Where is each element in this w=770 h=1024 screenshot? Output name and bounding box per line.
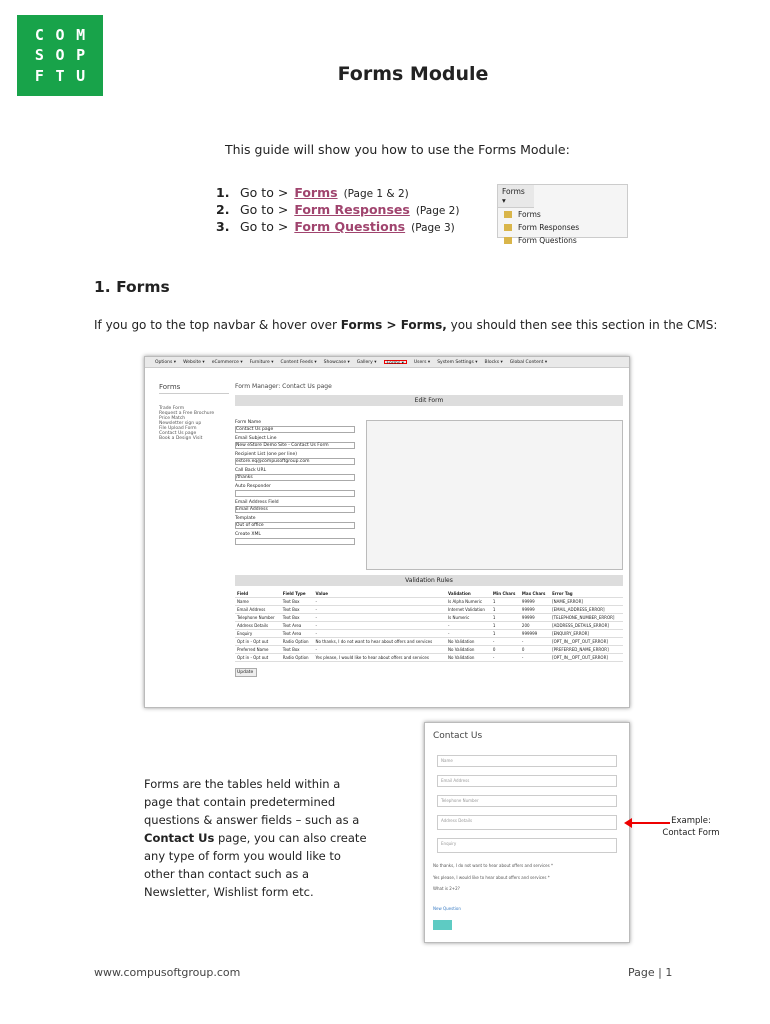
contact-field: Address Details: [437, 815, 617, 830]
table-cell: Enquiry: [235, 630, 281, 638]
para-text: If you go to the top navbar & hover over: [94, 318, 341, 332]
table-header: Field Type: [281, 590, 314, 598]
cms-field-label: Form Name: [235, 420, 262, 425]
manager-title: Form Manager: Contact Us page: [235, 383, 332, 390]
cms-field-label: Create XML: [235, 532, 261, 537]
table-cell: No Validation: [446, 654, 491, 662]
contact-field: Enquiry: [437, 838, 617, 853]
table-cell: Internet Validation: [446, 606, 491, 614]
cms-field-value: /thanks: [235, 474, 355, 481]
table-header: Error Tag: [550, 590, 623, 598]
cms-nav-item: Showcase ▾: [323, 360, 350, 365]
step-prefix: Go to >: [240, 185, 289, 200]
dropdown-item: Form Responses: [498, 221, 627, 234]
description-text: [144, 775, 369, 901]
cms-sidebar: [159, 383, 229, 441]
step-page: (Page 2): [415, 205, 460, 217]
sidebar-item: Book a Design Visit: [159, 436, 203, 441]
table-cell: -: [314, 646, 447, 654]
table-cell: 200: [520, 622, 550, 630]
table-row: [235, 654, 623, 662]
validation-rules-bar: Validation Rules: [235, 575, 623, 586]
cms-field-value: [235, 538, 355, 545]
step-item: [216, 219, 459, 236]
contact-field: Name: [437, 755, 617, 767]
step-prefix: Go to >: [240, 202, 289, 217]
table-cell: No thanks, I do not want to hear about offers and services: [314, 638, 447, 646]
table-cell: No Validation: [446, 638, 491, 646]
contact-field: Telephone Number: [437, 795, 617, 807]
table-cell: -: [446, 630, 491, 638]
table-row: [235, 638, 623, 646]
cms-screenshot: [144, 356, 630, 708]
sidebar-item: Request a Free Brochure: [159, 411, 215, 416]
logo-letter: U: [76, 66, 86, 85]
dropdown-item: Forms: [498, 208, 627, 221]
contact-option: Yes please, I would like to hear about offers and services *: [433, 875, 550, 880]
step-page: (Page 3): [411, 222, 455, 234]
table-cell: -: [446, 622, 491, 630]
table-cell: Email Address: [235, 606, 281, 614]
cms-nav-item: eCommerce ▾: [211, 360, 243, 365]
table-cell: Radio Option: [281, 638, 314, 646]
table-cell: [EMAIL_ADDRESS_ERROR]: [550, 606, 623, 614]
table-cell: Text Box: [281, 598, 314, 606]
validation-table: [235, 590, 623, 662]
step-page: (Page 1 & 2): [343, 188, 409, 200]
cms-field-value: Out of office: [235, 522, 355, 529]
cms-field-value: estore.eq@compusoftgroup.com: [235, 458, 355, 465]
table-cell: Name: [235, 598, 281, 606]
cms-nav-item: Forms ▾: [384, 360, 407, 364]
table-cell: -: [314, 630, 447, 638]
logo-letter: F: [34, 66, 44, 85]
contact-option: No thanks, I do not want to hear about offers and services *: [433, 863, 553, 868]
update-button: Update: [235, 668, 257, 677]
example-label: Example: Contact Form: [662, 816, 720, 838]
table-cell: 1: [491, 630, 520, 638]
logo-letter: O: [55, 26, 65, 45]
table-cell: Text Box: [281, 646, 314, 654]
contact-title: Contact Us: [433, 731, 483, 741]
logo-letter: C: [34, 26, 44, 45]
table-cell: 0: [491, 646, 520, 654]
cms-field-value: Contact Us page: [235, 426, 355, 433]
table-cell: No Validation: [446, 646, 491, 654]
cms-nav-item: System Settings ▾: [437, 360, 478, 365]
cms-nav-item: Website ▾: [183, 360, 205, 365]
page-number: Page | 1: [628, 966, 673, 979]
table-cell: [OPT_IN__OPT_OUT_ERROR]: [550, 638, 623, 646]
para-bold: Forms > Forms,: [340, 318, 447, 332]
table-cell: Yes please, I would like to hear about offers and services: [314, 654, 447, 662]
table-cell: -: [314, 622, 447, 630]
dropdown-top: Forms ▾: [498, 185, 534, 208]
table-cell: Is Numeric: [446, 614, 491, 622]
logo-letter: O: [55, 46, 65, 65]
logo-letter: M: [76, 26, 86, 45]
table-cell: -: [491, 654, 520, 662]
desc-text: page, you can also create any type of form you would like to other than contact such as a Newsletter, Wishlist form etc.: [144, 831, 367, 899]
cms-field-value: [235, 490, 355, 497]
cms-nav-item: Gallery ▾: [356, 360, 377, 365]
table-cell: -: [314, 614, 447, 622]
cms-nav-item: Content Feeds ▾: [280, 360, 317, 365]
table-cell: 1: [491, 598, 520, 606]
table-cell: -: [520, 654, 550, 662]
table-cell: 99999: [520, 606, 550, 614]
steps-list: [216, 185, 459, 236]
table-row: [235, 630, 623, 638]
cms-nav-item: Furniture ▾: [249, 360, 274, 365]
table-cell: 1: [491, 614, 520, 622]
dropdown-item: Form Questions: [498, 234, 627, 247]
table-cell: Telephone Number: [235, 614, 281, 622]
forms-dropdown-screenshot: [497, 184, 628, 245]
footer-url: www.compusoftgroup.com: [94, 966, 241, 979]
table-cell: -: [491, 638, 520, 646]
cms-field-label: Template: [235, 516, 256, 521]
edit-form-bar: Edit Form: [235, 395, 623, 406]
table-cell: [NAME_ERROR]: [550, 598, 623, 606]
table-cell: [PREFERRED_NAME_ERROR]: [550, 646, 623, 654]
table-cell: Text Area: [281, 630, 314, 638]
table-cell: 999999: [520, 630, 550, 638]
section-paragraph: [94, 318, 717, 332]
table-cell: [ENQUIRY_ERROR]: [550, 630, 623, 638]
contact-form-screenshot: [424, 722, 630, 943]
rich-text-editor: [366, 420, 623, 570]
step-item: [216, 202, 459, 219]
intro-text: This guide will show you how to use the Forms Module:: [225, 142, 570, 157]
contact-question: What is 2+2?: [433, 886, 460, 891]
table-cell: Radio Option: [281, 654, 314, 662]
cms-nav-item: Options ▾: [155, 360, 177, 365]
table-header: Field: [235, 590, 281, 598]
table-cell: [TELEPHONE_NUMBER_ERROR]: [550, 614, 623, 622]
table-cell: -: [520, 638, 550, 646]
logo-letter: P: [76, 46, 86, 65]
sidebar-title: Forms: [159, 383, 229, 394]
table-row: [235, 614, 623, 622]
cms-navbar: [145, 357, 629, 368]
sidebar-item: Newsletter sign up: [159, 421, 202, 426]
contact-link: New Question: [433, 906, 461, 911]
table-cell: Is Alpha Numeric: [446, 598, 491, 606]
sidebar-item: Price Match: [159, 416, 186, 421]
table-cell: [OPT_IN__OPT_OUT_ERROR]: [550, 654, 623, 662]
table-cell: -: [314, 606, 447, 614]
logo-letter: T: [55, 66, 65, 85]
table-header: Max Chars: [520, 590, 550, 598]
table-cell: Address Details: [235, 622, 281, 630]
table-cell: 0: [520, 646, 550, 654]
table-row: [235, 646, 623, 654]
cms-field-label: Call Back URL: [235, 468, 267, 473]
table-header: Value: [314, 590, 447, 598]
table-cell: 99999: [520, 614, 550, 622]
cms-nav-item: Blocks ▾: [484, 360, 503, 365]
step-link: Forms: [294, 185, 338, 200]
cms-nav-item: Global Content ▾: [509, 360, 548, 365]
table-cell: 99999: [520, 598, 550, 606]
send-button: [433, 920, 452, 930]
table-cell: Opt in - Opt out: [235, 638, 281, 646]
sidebar-item: Contact Us page: [159, 431, 197, 436]
table-cell: Text Box: [281, 614, 314, 622]
para-text: you should then see this section in the CMS:: [446, 318, 718, 332]
table-cell: 1: [491, 622, 520, 630]
table-cell: Preferred Name: [235, 646, 281, 654]
cms-field-label: Email Address Field: [235, 500, 279, 505]
table-row: [235, 598, 623, 606]
step-number: 2.: [216, 202, 230, 217]
sidebar-item: Trade Form: [159, 406, 185, 411]
cms-field-value: Email Address: [235, 506, 355, 513]
table-cell: Text Box: [281, 606, 314, 614]
section-heading: 1. Forms: [94, 278, 170, 296]
logo-letter: S: [34, 46, 44, 65]
table-header: Min Chars: [491, 590, 520, 598]
cms-field-label: Email Subject Line: [235, 436, 277, 441]
step-link: Form Questions: [294, 219, 406, 234]
page-title: Forms Module: [337, 63, 489, 85]
table-cell: Text Area: [281, 622, 314, 630]
step-prefix: Go to >: [240, 219, 289, 234]
cms-main: [235, 383, 623, 677]
cms-field-value: New eStore Demo Site - Contact Us Form: [235, 442, 355, 449]
step-number: 1.: [216, 185, 230, 200]
table-cell: -: [314, 598, 447, 606]
table-cell: Opt in - Opt out: [235, 654, 281, 662]
cms-field-label: Auto Responder: [235, 484, 271, 489]
desc-text: Forms are the tables held within a page that contain predetermined questions & answer fields – such as a: [144, 777, 360, 827]
desc-bold: Contact Us: [144, 831, 215, 845]
sidebar-item: File Upload Form: [159, 426, 197, 431]
contact-field: Email Address: [437, 775, 617, 787]
step-link: Form Responses: [294, 202, 410, 217]
cms-nav-item: Users ▾: [413, 360, 431, 365]
table-cell: 1: [491, 606, 520, 614]
cms-field-label: Recipient List (one per line): [235, 452, 297, 457]
table-header: Validation: [446, 590, 491, 598]
table-row: [235, 606, 623, 614]
step-number: 3.: [216, 219, 230, 234]
table-row: [235, 622, 623, 630]
step-item: [216, 185, 459, 202]
table-cell: [ADDRESS_DETAILS_ERROR]: [550, 622, 623, 630]
